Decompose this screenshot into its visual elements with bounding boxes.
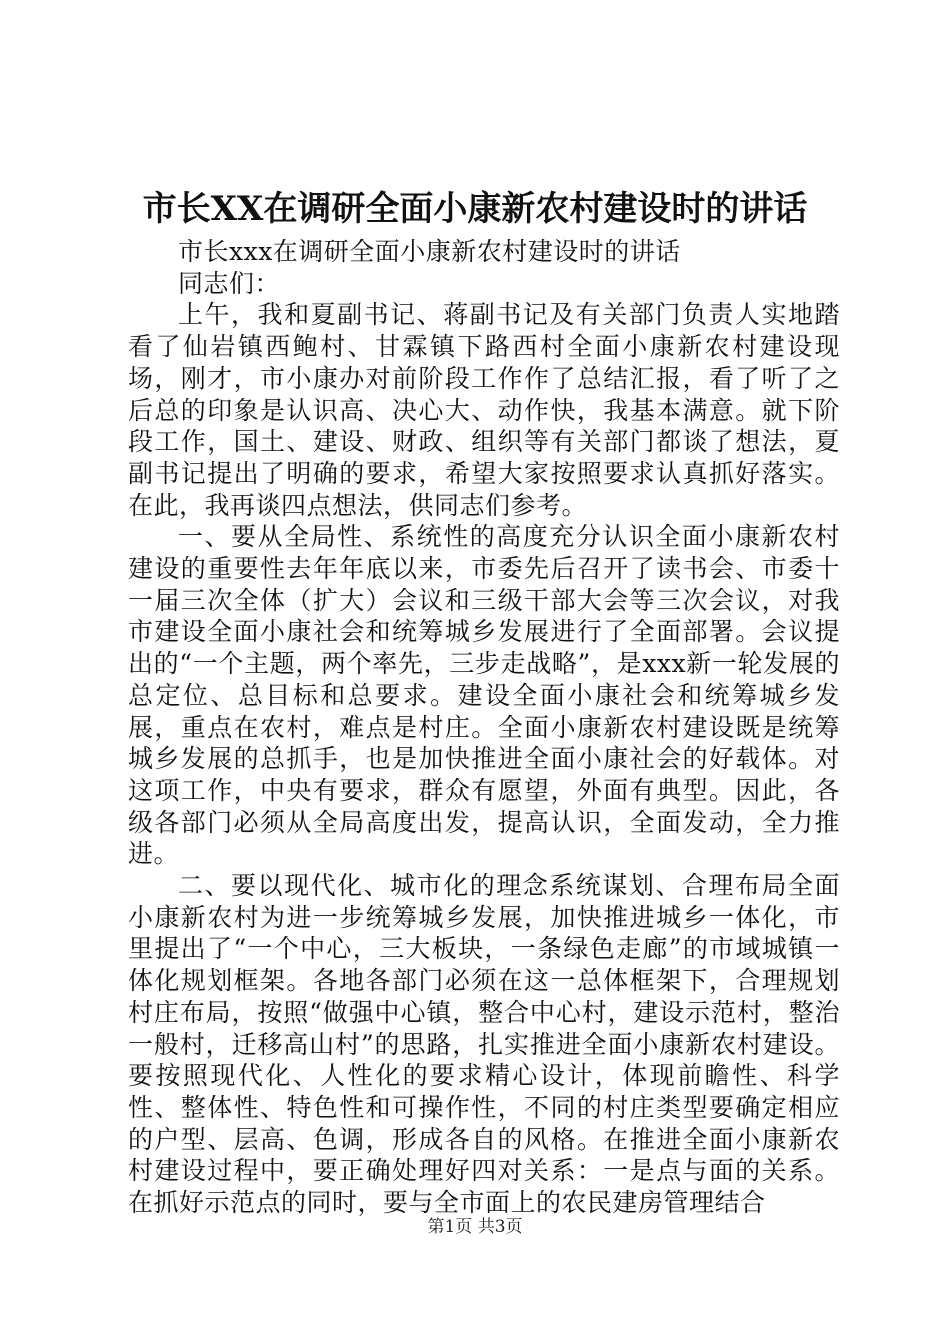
paragraph-point-two: 二、要以现代化、城市化的理念系统谋划、合理布局全面小康新农村为进一步统筹城乡发展，加快推进城乡一体化，市里提出了“一个中心，三大板块，一条绿色走廊”的市域城镇一体化规划框架。各地各部门必须在这一总体框架下，合理规划村庄布局，按照“做强中心镇，整合中心村，建设示范村，整治一般村，迁移高山村”的思路，扎实推进全面小康新农村建设。要按照现代化、人性化的要求精心设计，体现前瞻性、科学性、整体性、特色性和可操作性，不同的村庄类型要确定相应的户型、层高、色调，形成各自的风格。在推进全面小康新农村建设过程中，要正确处理好四对关系：一是点与面的关系。在抓好示范点的同时，要与全市面上的农民建房管理结合: [128, 871, 840, 1218]
paragraph-point-one: 一、要从全局性、系统性的高度充分认识全面小康新农村建设的重要性去年年底以来，市委先后召开了读书会、市委十一届三次全体（扩大）会议和三级干部大会等三次会议，对我市建设全面小康社会和统筹城乡发展进行了全面部署。会议提出的“一个主题，两个率先，三步走战略”，是xxx新一轮发展的总定位、总目标和总要求。建设全面小康社会和统筹城乡发展，重点在农村，难点是村庄。全面小康新农村建设既是统筹城乡发展的总抓手，也是加快推进全面小康社会的好载体。对这项工作，中央有要求，群众有愿望，外面有典型。因此，各级各部门必须从全局高度出发，提高认识，全面发动，全力推进。: [128, 522, 840, 869]
document-body: [128, 236, 840, 1219]
paragraph-intro: 上午，我和夏副书记、蒋副书记及有关部门负责人实地踏看了仙岩镇西鲍村、甘霖镇下路西村全面小康新农村建设现场，刚才，市小康办对前阶段工作作了总结汇报，看了听了之后总的印象是认识高、决心大、动作快，我基本满意。就下阶段工作，国土、建设、财政、组织等有关部门都谈了想法，夏副书记提出了明确的要求，希望大家按照要求认真抓好落实。在此，我再谈四点想法，供同志们参考。: [128, 300, 840, 520]
speech-subtitle: 市长xxx在调研全面小康新农村建设时的讲话: [178, 237, 681, 266]
document-title: 市长XX在调研全面小康新农村建设时的讲话: [142, 189, 808, 229]
salutation: 同志们：: [178, 268, 281, 298]
page-number: 第1页 共3页: [427, 1217, 523, 1237]
